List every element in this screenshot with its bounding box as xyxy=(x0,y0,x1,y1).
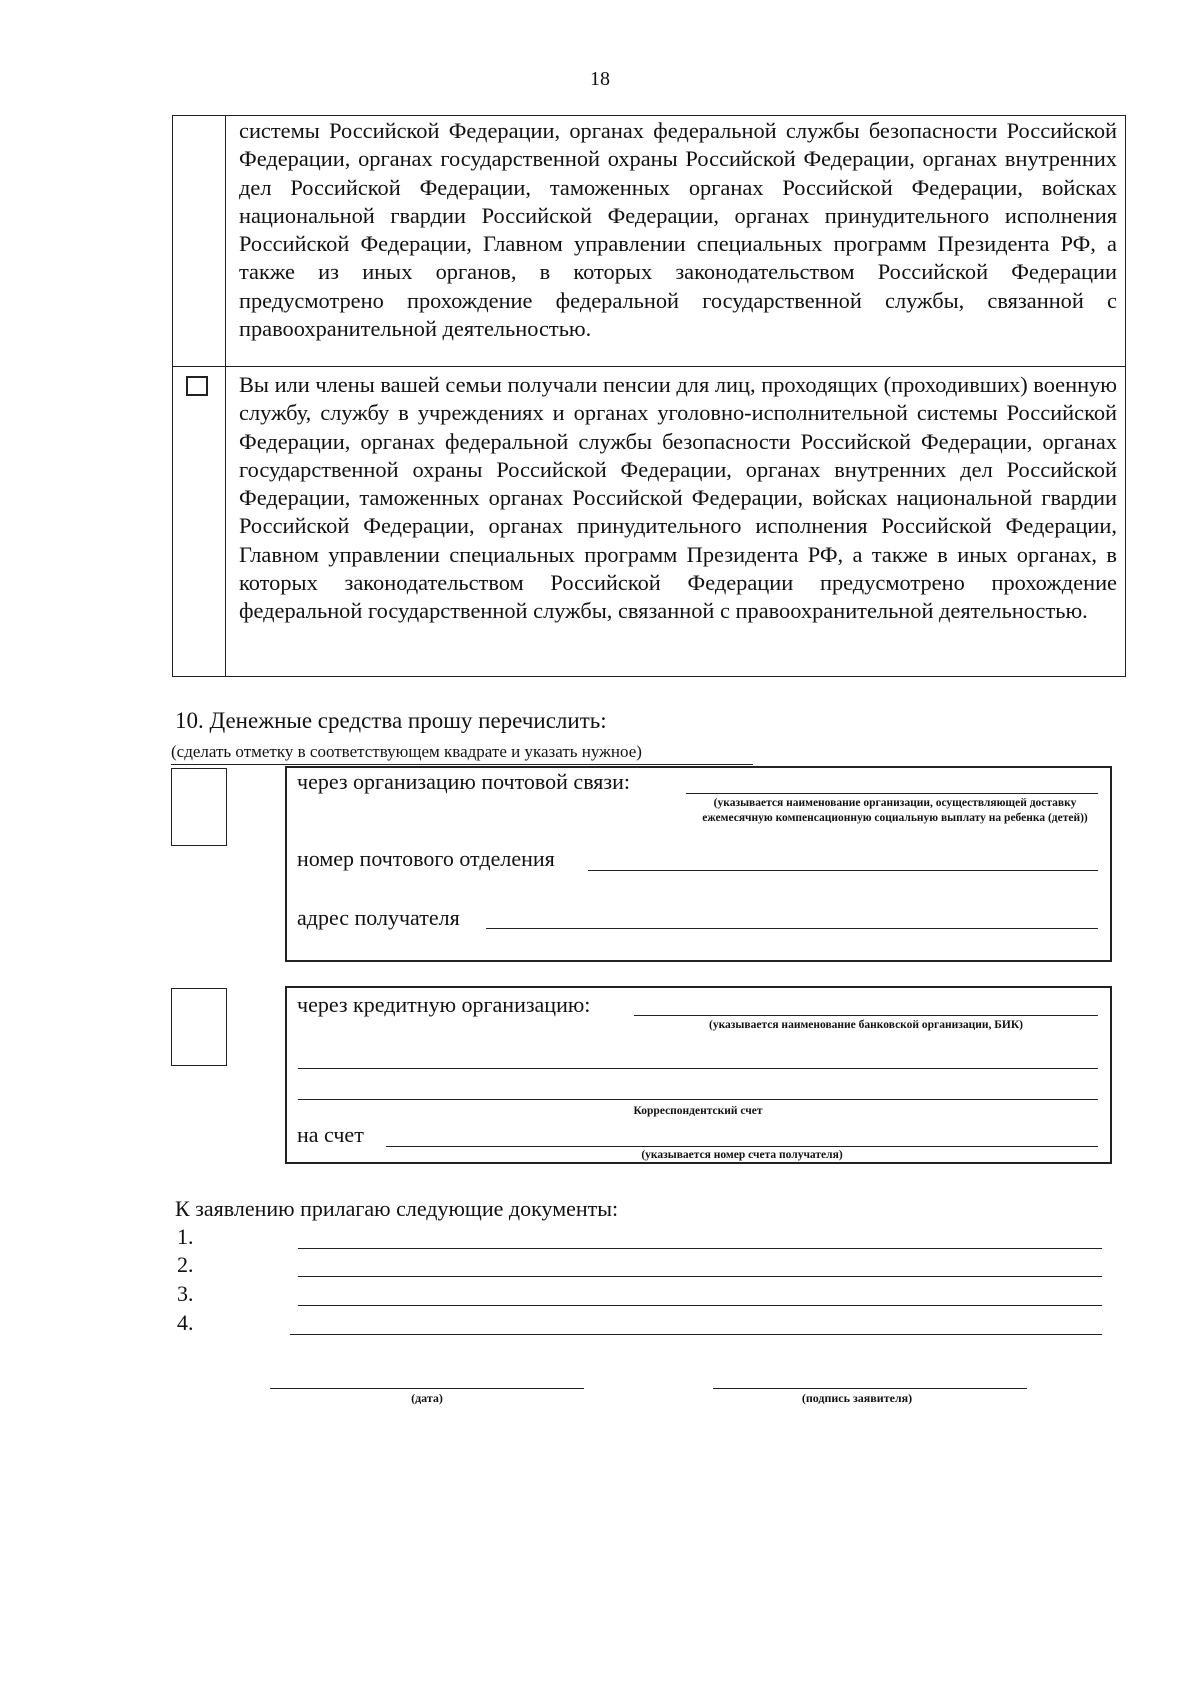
bank-name-note: (указывается наименование банковской организации, БИК) xyxy=(709,1019,1023,1031)
table-row-divider xyxy=(173,366,1125,367)
bank-name-field-2[interactable] xyxy=(298,1068,1098,1069)
attachment-number: 3. xyxy=(177,1281,194,1306)
corr-account-label: Корреспондентский счет xyxy=(633,1105,763,1117)
attachment-number: 1. xyxy=(177,1224,194,1249)
postal-office-label: номер почтового отделения xyxy=(297,846,555,871)
corr-account-field[interactable] xyxy=(298,1099,1098,1100)
account-field[interactable] xyxy=(386,1146,1098,1147)
address-label: адрес получателя xyxy=(297,905,460,930)
attachment-field-4[interactable] xyxy=(290,1334,1102,1335)
attachments-title: К заявлению прилагаю следующие документы: xyxy=(175,1196,619,1221)
bank-name-field[interactable] xyxy=(634,1015,1098,1016)
section-10-hint-underline xyxy=(171,764,753,765)
account-label: на счет xyxy=(297,1122,364,1147)
section-10-hint: (сделать отметку в соответствующем квадрате и указать нужное) xyxy=(171,742,642,761)
postal-org-note: (указывается наименование организации, осуществляющей доставку ежемесячную компенсационную социальную выплату на ребенка (детей)) xyxy=(702,797,1088,824)
pension-table xyxy=(172,115,1126,677)
postal-label: через организацию почтовой связи: xyxy=(297,769,630,794)
signature-field[interactable] xyxy=(713,1388,1027,1389)
bank-label: через кредитную организацию: xyxy=(297,992,591,1017)
attachment-field-3[interactable] xyxy=(298,1305,1102,1306)
attachment-number: 2. xyxy=(177,1252,194,1277)
attachment-field-1[interactable] xyxy=(298,1248,1102,1249)
table-row-1-text: системы Российской Федерации, органах федеральной службы безопасности Российской Федерации, органах государственной охраны Российской Федерации, органах внутренних дел Российской Федерации, таможенных органах Российской Федерации, войсках национальной гвардии Российской Федерации, органах принудительного исполнения Российской Федерации, Главном управлении специальных программ Президента РФ, а также из иных органов, в которых законодательством Российской Федерации предусмотрено прохождение федеральной государственной службы, связанной с правоохранительной деятельностью. xyxy=(239,118,1117,342)
date-field[interactable] xyxy=(270,1388,584,1389)
pension-checkbox[interactable] xyxy=(186,376,208,396)
address-field[interactable] xyxy=(486,928,1098,929)
signature-label: (подпись заявителя) xyxy=(801,1391,913,1405)
table-row-2-text: Вы или члены вашей семьи получали пенсии для лиц, проходящих (проходивших) военную службу, службу в учреждениях и органах уголовно-исполнительной системы Российской Федерации, органах федеральной службы безопасности Российской Федерации, органах государственной охраны Российской Федерации, органах внутренних дел Российской Федерации, таможенных органах Российской Федерации, войсках национальной гвардии Российской Федерации, органах принудительного исполнения Российской Федерации, Главном управлении специальных программ Президента РФ, а также в иных органах, в которых законодательством Российской Федерации предусмотрено прохождение федеральной государственной службы, связанной с правоохранительной деятельностью. xyxy=(239,372,1117,624)
attachment-field-2[interactable] xyxy=(298,1276,1102,1277)
postal-office-field[interactable] xyxy=(588,870,1098,871)
page-number: 18 xyxy=(590,68,610,90)
attachment-number: 4. xyxy=(177,1310,194,1335)
date-label: (дата) xyxy=(411,1391,443,1405)
section-10-title: 10. Денежные средства прошу перечислить: xyxy=(175,708,607,733)
table-column-divider xyxy=(225,116,226,676)
account-note: (указывается номер счета получателя) xyxy=(641,1149,843,1161)
bank-checkbox[interactable] xyxy=(171,988,227,1066)
postal-checkbox[interactable] xyxy=(171,768,227,846)
postal-org-field[interactable] xyxy=(686,793,1098,794)
